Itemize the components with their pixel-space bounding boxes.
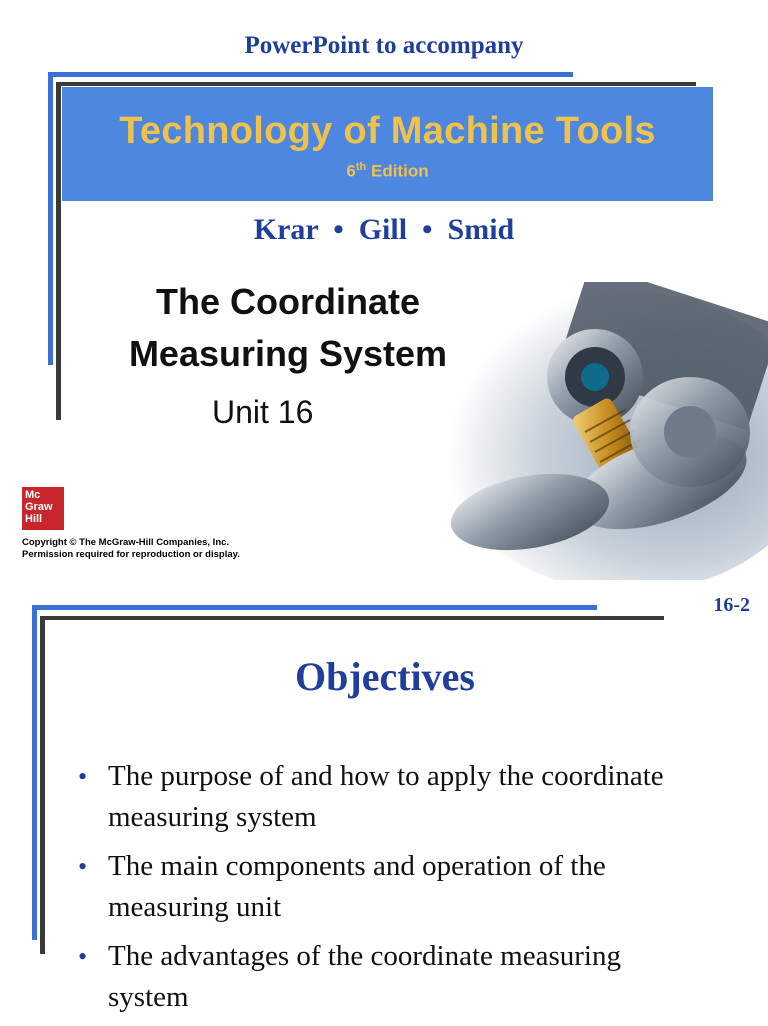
frame-top-bar	[48, 72, 573, 77]
unit-title-line1: The Coordinate	[155, 281, 420, 322]
objectives-title: Objectives	[295, 654, 475, 699]
edition-word: Edition	[370, 161, 429, 181]
book-title: Technology of Machine Tools	[119, 110, 656, 152]
accompany-text: PowerPoint to accompany	[244, 32, 524, 59]
unit-number: Unit 16	[212, 394, 314, 430]
authors: Krar • Gill • Smid	[253, 213, 515, 246]
bullet-icon: •	[78, 852, 88, 881]
frame2-inner-top-bar	[40, 616, 664, 620]
bullet-icon: •	[78, 942, 88, 971]
unit-title-line2: Measuring System	[128, 333, 448, 374]
edition-label	[62, 161, 713, 182]
copyright-notice	[22, 537, 240, 561]
frame-inner-left-bar	[56, 82, 61, 420]
frame2-top-bar	[32, 605, 597, 610]
frame-inner-top-bar	[56, 82, 696, 86]
edition-suffix: th	[355, 161, 367, 173]
copyright-line2: Permission required for reproduction or display.	[22, 549, 240, 560]
list-item: • The main components and operation of the measuring unit	[78, 846, 698, 928]
copyright-line1: Copyright © The McGraw-Hill Companies, Inc.	[22, 537, 230, 548]
slide-number: 16-2	[713, 594, 750, 616]
bullet-icon: •	[78, 762, 88, 791]
machine-tool-photo	[420, 282, 768, 580]
list-item: • The purpose of and how to apply the coordinate measuring system	[78, 756, 698, 838]
edition-number: 6	[346, 161, 356, 181]
objectives-list	[78, 756, 698, 1026]
list-item: • The advantages of the coordinate measuring system	[78, 936, 698, 1018]
frame2-left-bar	[32, 605, 37, 940]
mcgraw-hill-logo: Mc Graw Hill	[22, 487, 64, 530]
